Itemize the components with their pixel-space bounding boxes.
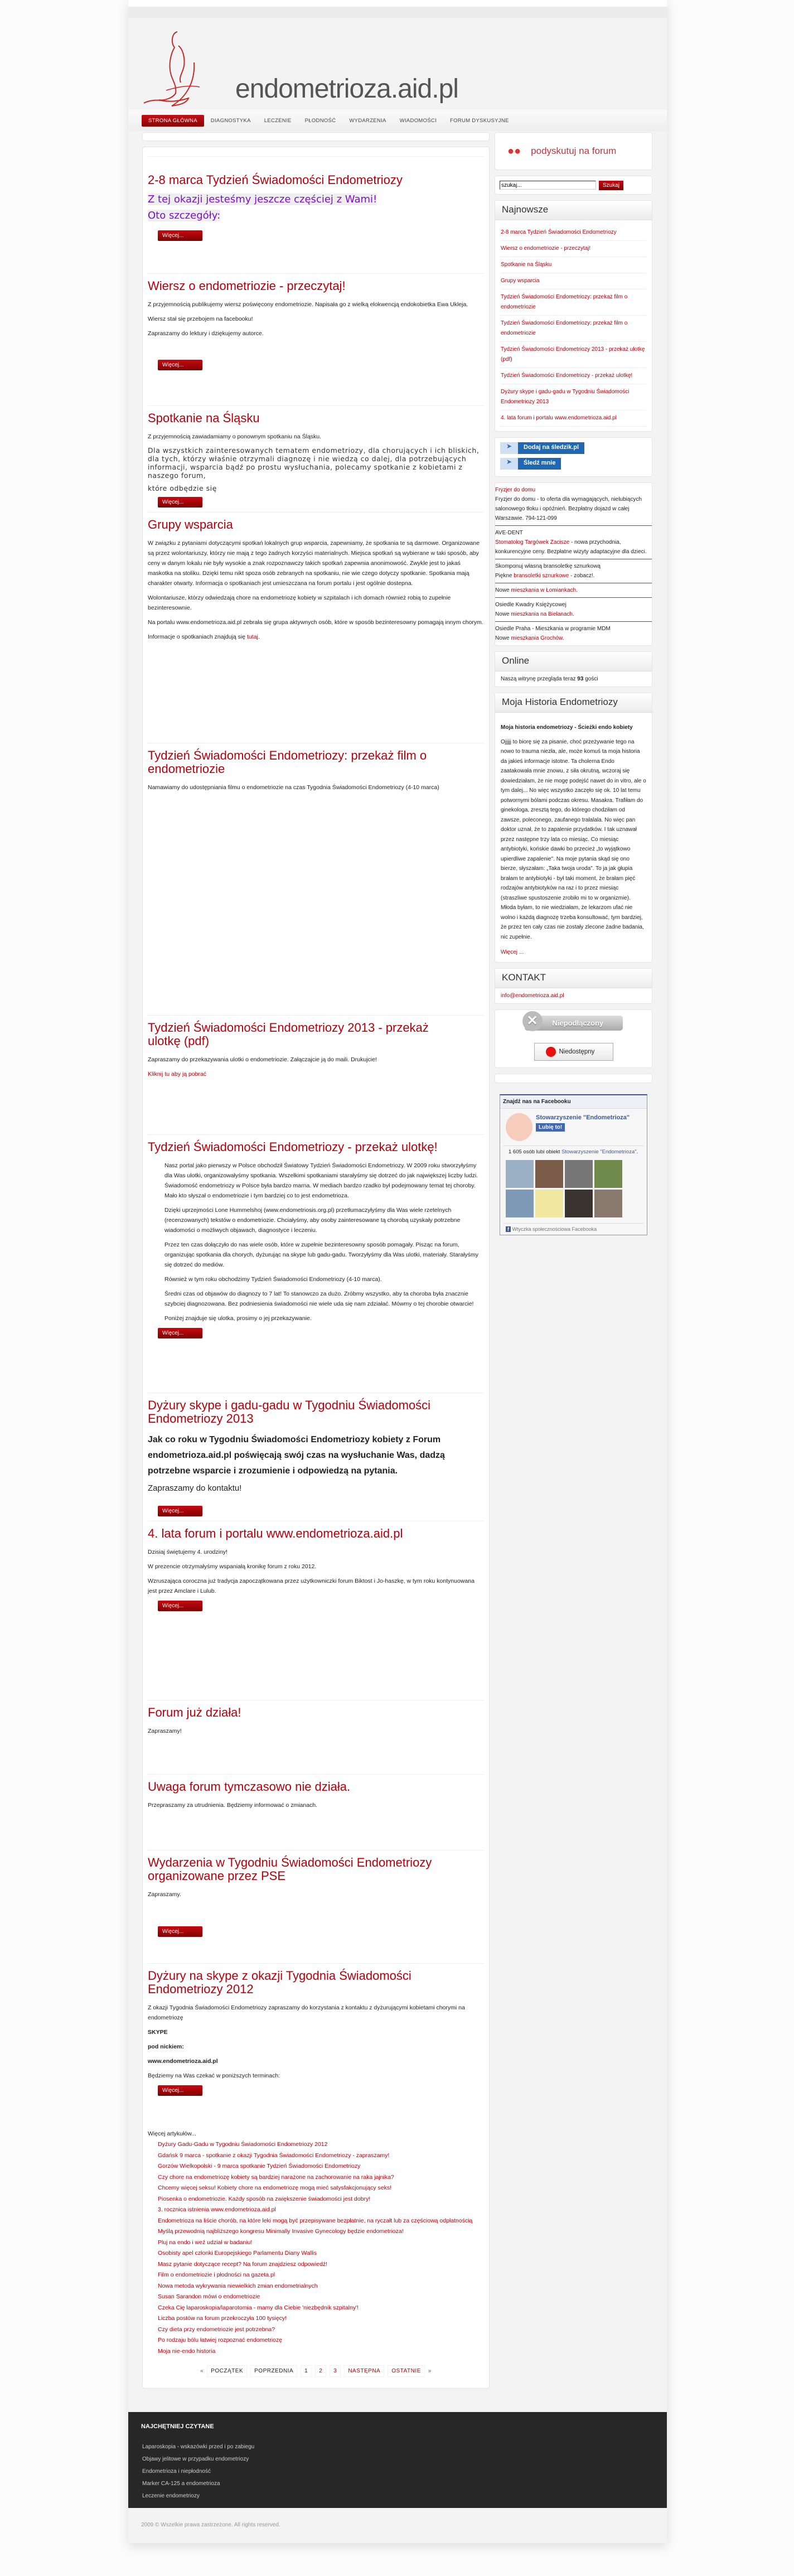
post-subtitle: Z tej okazji jesteśmy jeszcze częściej z Wami! [148,194,377,205]
post-text: W związku z pytaniami dotyczącymi spotkań lokalnych grup wsparcia, zapewniamy, że spotkania te są darmowe. Organizowane są przez wolontariuszy, którzy nie mają z tego żadnych korzyści materialnych. Miejsca spotkań są wybierane w taki sposób, aby ceny w danym lokalu nie były wysokie a znak rozpoznawczy takich spotkań zapewnia anonimowość. Zwykle jest to jakaś maskotka na stoliku. Dzięki temu nikt spoza osób zebranych na spotkaniu, nie wie czego dotyczy spotkanie. Spotkania mają charakter otwarty. Informacja o spotkaniach jest umieszczana na forum portalu i jest ogólnie dostepna. [148,540,480,587]
post-text: Zapraszamy do lektury i dziękujemy autorce. [148,330,264,337]
post-text: Również w tym roku obchodzimy Tydzień Świadomości Endometriozy (4-10 marca). [164,1276,382,1283]
more-article-item [158,2150,484,2162]
ad-line [495,571,652,581]
page-container [128,0,667,2543]
ad-link[interactable]: mieszkania Grochów [511,635,563,641]
sledzik-follow-label: Śledź mnie [518,458,561,470]
fb-count-text: 1 605 osób lubi obiekt [509,1148,562,1155]
newest-item[interactable]: Tydzień Świadomości Endometriozy: przekaż film o endometriozie [501,289,646,316]
more-button[interactable]: Więcej... [158,497,202,508]
pager-first: POCZĄTEK [207,2365,247,2377]
more-button[interactable]: Więcej... [158,230,202,241]
post-text: Poniżej znajduje się ulotka, prosimy o jej przekazywanie. [164,1315,312,1322]
post-text: Z okazji Tygodnia Świadomości Endometriozy zapraszamy do korzystania z kontaktu z dyżurującymi kobietami chorymi na endometriozę [148,2004,465,2021]
newest-item[interactable]: Spotkanie na Śląsku [501,257,646,273]
newest-item[interactable]: Wiersz o endometriozie - przeczytaj! [501,241,646,257]
ad-pre: Piękne [495,573,514,579]
facebook-plugin-label [503,1223,644,1235]
more-articles-label: Więcej artykułów... [148,2130,196,2137]
ad-pre: Nowe [495,635,511,641]
more-article-item [158,2205,484,2216]
ad-head: Skomponuj własną bransoletkę sznurkową [495,563,601,569]
nav-diagnostyka[interactable]: DIAGNOSTYKA [210,117,251,124]
post-text: Wzruszająca coroczna już tradycja zapoczątkowana przez użytkowniczki forum Biktost i Jo-haszkę, w tym roku kontynuowana jest przez Amclare i Lulub. [148,1578,475,1594]
ad-pre: Nowe [495,611,511,617]
post-text: Z przyjemnością zawiadamiamy o ponownym spotkaniu na Śląsku. [148,433,322,440]
post-title[interactable]: Dyżury skype i gadu-gadu w Tygodniu Świadomości Endometriozy 2013 [148,1398,431,1425]
popular-item[interactable]: Leczenie endometriozy [142,2493,200,2499]
ad-line [495,538,652,557]
more-article-item [158,2313,484,2324]
newest-widget [495,200,652,432]
post-text: Dla wszystkich zainteresowanych tematem endometriozy, dla chorujących i ich bliskich, dla tych, którzy właśnie otrzymali diagnozę i nie wiedzą co dalej, dla potrzebujących informacji, wsparcia bądź po prostu wysłuchania, polecamy spotkanie z kobietami z naszego forum, [148,446,480,480]
ad-link[interactable]: bransoletki sznurkowe [514,573,569,579]
post-title[interactable]: Tydzień Świadomości Endometriozy 2013 - przekaż ulotkę (pdf) [148,1021,429,1048]
more-article-link[interactable]: Pluj na endo i weź udział w badaniu! [158,2239,253,2246]
post-title[interactable]: 2-8 marca Tydzień Świadomości Endometriozy [148,173,403,187]
fish-icon: ➤ [500,442,518,454]
more-article-item [158,2270,484,2281]
history-heading: Moja historia endometriozy - Ścieżki endo kobiety [501,724,633,731]
sledzik-follow-button[interactable] [500,458,561,470]
post-title[interactable]: Uwaga forum tymczasowo nie działa. [148,1780,351,1794]
ad-head: AVE-DENT [495,530,523,536]
post-title[interactable]: Dyżury na skype z okazji Tygodnia Świadomości Endometriozy 2012 [148,1969,411,1996]
widget-title: KONTAKT [495,969,652,988]
post-text: Dzięki uprzejmości Lone Hummelshoj (www.endometriosis.org.pl) przetłumaczyłyśmy dla Was wiele rzetelnych (recenzowanych) tekstów o endometriozie. Chciałyśmy, aby osoby zainteresowane tą chorobą uzyskały potrzebne wiadomości o możliwych objawach, diagnostyce i leczeniu. [164,1207,461,1234]
post-text: Na portalu www.endometrioza.aid.pl zebrała się grupa aktywnych osób, które w sposób bezinteresowny pomagają innym chorym. [148,619,483,626]
post-text: Będziemy na Was czekać w poniższych terminach: [148,2072,280,2079]
ad-line [495,634,652,643]
post-text: Przez ten czas dołączyło do nas wiele osób, które w zupełnie bezinteresowny sposób pomagały. Pisząc na forum, organizując spotkania dla chorych, dyżurując na skype lub gadu-gadu. Tworzyłyśmy dla Was ulotki, materiały. Starałyśmy się dotrzeć do mediów. [164,1241,478,1268]
ad-text: . [562,635,564,641]
dot: . [258,634,260,640]
post-text: Średni czas od objawów do diagnozy to 7 lat! To stanowczo za dużo. Zróbmy wszystko, aby ta choroba była znacznie szybciej diagnozowana. Bez podniesienia świadomości nie wiele uda się nam zdziałać. Mówmy o tej chorobie otwarcie! [164,1291,474,1307]
more-button[interactable]: Więcej... [158,1926,202,1937]
forum-banner[interactable] [495,132,652,170]
post [148,1700,484,1774]
more-article-link[interactable]: Czeka Cię laparoskopia/laparotomia - mamy dla Ciebie 'niezbędnik szpitalny'! [158,2304,359,2311]
pager-page-1: 1 [301,2365,312,2377]
widget-title: Online [495,652,652,671]
post-title[interactable]: Tydzień Świadomości Endometriozy - przekaż ulotkę! [148,1140,438,1154]
nav-wydarzenia[interactable]: WYDARZENIA [349,117,386,124]
post-text: Wolontariusze, którzy odwiedzają chore na endometriozę kobiety w szpitalach i ich domach również robią to zupełnie bezinteresownie. [148,595,451,611]
ad-item [495,583,652,598]
sledzik-add-button[interactable] [500,442,584,454]
more-button[interactable]: Więcej... [158,2085,202,2096]
more-article-link[interactable]: Po rodzaju bólu łatwiej rozpoznać endometriozę [158,2337,282,2343]
popular-item[interactable]: Marker CA-125 a endometrioza [142,2481,220,2487]
fan-avatar[interactable] [565,1160,593,1188]
more-button[interactable]: Więcej... [158,1328,202,1338]
newest-item[interactable]: Tydzień Świadomości Endometriozy - przekaż ulotkę! [501,368,646,384]
post-text-bold: pod nickiem: [148,2043,184,2050]
skype-status-label: Niepodłączony [552,1018,604,1027]
post [148,1521,484,1700]
facebook-icon: f [506,1226,511,1232]
pager-page-2-link[interactable]: 2 [319,2368,323,2374]
fb-page-link[interactable]: Stowarzyszenie "Endometrioza" [561,1148,637,1155]
search-input[interactable] [500,181,596,190]
more-articles-list [148,2139,484,2357]
post-title[interactable]: Grupy wsparcia [148,518,233,531]
more-article-link[interactable]: Liczba postów na forum przekroczyła 100 tysięcy! [158,2315,287,2322]
post-text-bold: www.endometrioza.aid.pl [148,2058,218,2065]
more-article-link[interactable]: Moja nie-endo historia [158,2347,216,2355]
history-more-link[interactable]: Więcej ... [501,949,524,955]
ad-pre: Nowe [495,587,511,593]
post [148,1963,484,2125]
footer [128,2412,667,2508]
top-empty-box [142,132,490,141]
ad-text: . [572,611,574,617]
more-article-item [158,2259,484,2270]
fan-avatar[interactable] [565,1190,593,1217]
gg-status-button[interactable] [534,1043,613,1061]
fan-avatar[interactable] [506,1190,534,1217]
more-article-item [158,2281,484,2292]
sub-bar [128,7,667,18]
more-article-link[interactable]: Chcemy więcej seksu! Kobiety chore na endometriozę mogą mieć satysfakcjonujący seks! [158,2184,392,2191]
more-article-item [158,2237,484,2249]
more-button[interactable]: Więcej... [158,1601,202,1611]
pagination [148,2365,484,2377]
main-column [142,132,490,2389]
ad-item [495,598,652,622]
pager-last[interactable] [388,2365,425,2377]
sidebar [495,132,652,1235]
post-title[interactable]: Wiersz o endometriozie - przeczytaj! [148,279,346,293]
newest-item[interactable]: 4. lata forum i portalu www.endometrioza.aid.pl [501,410,646,427]
post [148,1134,484,1393]
plugin-text: Wtyczka społecznościowa Facebooka [512,1226,597,1232]
fb-dot: . [636,1148,638,1155]
online-count: 93 [577,676,584,682]
post-text: Nasz portal jako pierwszy w Polsce obchodził Światowy Tydzień Świadomości Endometriozy. W 2009 roku stworzyłyśmy dla Was ulotki, organizowałyśmy spotkania. Wszelkimi spotkaniami starałyśmy się dotrzeć do jak największej liczby ludzi. Świadomość endometriozy w Polsce była bardzo marna. W mediach bardzo rzadko był podejmowany temat tej choroby. Mało kto słyszał o endometriozie i tym bardziej co to jest endometrioza. [164,1162,478,1199]
ad-item [495,526,652,559]
pager-rquote: » [428,2368,432,2374]
site-name: endometrioza.aid.pl [235,74,458,104]
gg-status-label: Niedostępny [559,1048,595,1055]
history-text: Ojjjjj to biorę się za pisanie, choć przeżywanie tego na nowo to trauma niezła, ale, może komuś ta moja historia da jakieś informacje istotne. Ta cholerna Endo zaatakowała mnie znowu, z siła okrutną, wczoraj się dowiedziałam, że nie mogę podejść nawet do in vitro, ale o tym dalej... No więc wszystko zaczęło się ok. 10 lat temu potwornymi bólami podczas okresu. Masakra. Trafiłam do ginekologa, zresztą tego, do którego chodziłam od zawsze, poleconego, zaufanego tralalala. No więc pan doktor uznał, że to zapalenie przydatków. I tak uznawał przez następne trzy lata co miesiąc. Co miesiąc antybiotyki, końskie dawki bo przecież „to wyjątkowo upierdliwe zapalenie". Na moje pytania skąd się ono bierze, słyszałam: „Taka twoja uroda". To ja jak głupia brałam te antybiotyki - był taki moment, że brałam pięć rodzajów antybiotyków na raz i to przez miesiąc (straszliwe spustoszenie zrobiło mi to w organizmie). Młoda byłam, to nie wiedziałam, że lekarzom ufać nie wolno i każdą diagnozę trzeba konsultować, tym bardziej, że przez ten cały czas nie zostały zlecone żadne badania, nic zupełnie. [501,738,646,940]
post-text: Wiersz stał się przebojem na facebooku! [148,316,253,322]
more-article-item [158,2248,484,2259]
more-article-link[interactable]: Susan Sarandon mówi o endometriozie [158,2293,260,2300]
ad-line [495,485,652,495]
fan-avatar[interactable] [594,1190,622,1217]
more-article-item [158,2139,484,2150]
more-button[interactable]: Więcej... [158,1506,202,1516]
post-title[interactable]: Tydzień Świadomości Endometriozy: przekaż film o endometriozie [148,748,427,776]
more-article-link[interactable]: Czy dieta przy endometriozie jest potrzebna? [158,2326,275,2333]
post [148,1393,484,1521]
post [148,405,484,512]
sun-icon [546,1047,556,1057]
site-header[interactable] [128,18,667,110]
post-text: Z przyjemnością publikujemy wiersz poświęcony endometriozie. Napisała go z wielką elokwencją endokobietka Ewa Ukleja. [148,301,468,308]
nav-plodnosc[interactable]: PŁODNOŚĆ [304,117,336,124]
download-link[interactable]: Kliknij tu aby ją pobrać [148,1071,207,1077]
nav-wiadomosci[interactable]: WIADOMOŚCI [399,117,437,124]
pager-page-3[interactable] [330,2365,341,2377]
more-article-link[interactable]: Osobisty apel członki Europejskiego Parlamentu Diany Wallis [158,2250,317,2256]
sledzik-widget [495,437,652,477]
more-articles [148,2125,484,2357]
copyright: 2009 © Wszelkie prawa zastrzeżone. All rights reserved. [141,2522,280,2528]
more-article-link[interactable]: Nowa metoda wykrywania niewielkich zmian endometrialnych [158,2282,318,2289]
ad-link[interactable]: Stomatolog Targówek Zacisze [495,539,570,545]
post-text: Przepraszamy za utrudnienia. Będziemy informować o zmianach. [148,1802,318,1809]
pager-page-2[interactable] [315,2365,326,2377]
more-article-item [158,2303,484,2314]
post-text-bold: Jak co roku w Tygodniu Świadomości Endometriozy kobiety z Forum endometrioza.aid.pl poświęcają swój czas na wysłuchanie Was, dadzą potrzebne wsparcie i zrozumienie i odpowiedzą na pytania. [148,1435,445,1476]
post-text-bold: SKYPE [148,2029,168,2036]
here-link[interactable]: tutaj [247,634,258,640]
sledzik-add-label: Dodaj na śledzik.pl [518,442,584,454]
pager-last-link[interactable]: OSTATNIE [391,2368,421,2374]
forum-banner-text[interactable]: podyskutuj na forum [531,146,617,156]
facebook-widget [500,1094,647,1235]
search-button[interactable]: Szukaj [599,181,623,190]
more-article-item [158,2226,484,2237]
nav-home[interactable]: STRONA GŁÓWNA [142,115,204,127]
post [148,156,484,273]
newest-list [495,220,652,431]
post-title[interactable]: Wydarzenia w Tygodniu Świadomości Endometriozy organizowane przez PSE [148,1855,432,1883]
ad-text: Fryzjer do domu - to oferta dla wymagających, nielubiących salonowego tłoku i opóźnień. Bezpłatny dojazd w całej Warszawie. 794-121-099 [495,496,642,521]
post-text: Namawiamy do udostępniania filmu o endometriozie na czas Tygodnia Świadomości Endometriozy (4-10 marca) [148,784,439,791]
more-article-link[interactable]: Dyżury Gadu-Gadu w Tygodniu Świadomości Endometriozy 2012 [158,2141,328,2148]
contact-email[interactable]: info@endometrioza.aid.pl [501,992,564,999]
info-text: Informacje o spotkaniach znajdują się [148,634,248,640]
ad-link[interactable]: mieszkania w Łomiankach [511,587,577,593]
online-widget [495,651,652,687]
nav-leczenie[interactable]: LECZENIE [264,117,292,124]
logo-woman-icon [144,29,239,110]
facebook-page-name[interactable]: Stowarzyszenie "Endometrioza" [536,1114,630,1121]
newest-item[interactable]: 2-8 marca Tydzień Świadomości Endometriozy [501,225,646,241]
facebook-like-count [503,1146,644,1158]
online-text [495,671,652,687]
posts-list [142,147,490,2389]
users-icon: ●● [507,144,521,157]
facebook-like-button[interactable]: Lubię to! [536,1123,565,1132]
ad-text: . [576,587,578,593]
online-pre: Naszą witrynę przegląda teraz [501,676,578,682]
post [148,743,484,1015]
post-text [148,632,484,642]
contact-widget [495,968,652,1004]
ads-widget [495,482,652,646]
post [148,1774,484,1850]
more-article-item [158,2183,484,2194]
fan-avatar[interactable] [535,1190,563,1217]
more-article-link[interactable]: Endometrioza na liście chorób, na które leki mogą być przepisywane bezpłatnie, na ryczałt lub za częściową odpłatnością [158,2217,473,2224]
post-text: W prezencie otrzymałyśmy wspaniałą kronikę forum z roku 2012. [148,1563,317,1570]
newest-item[interactable]: Dyżury skype i gadu-gadu w Tygodniu Świadomości Endometriozy 2013 [501,384,646,410]
facebook-header: Znajdź nas na Facebooku [500,1095,647,1109]
footer-title: NAJCHĘTNIEJ CZYTANE [141,2423,214,2430]
empty-widget [495,1074,652,1083]
more-article-item [158,2172,484,2183]
post-text: Dzisiaj świętujemy 4. urodziny! [148,1549,227,1555]
widget-title: Najnowsze [495,201,652,220]
ad-item [495,622,652,645]
fish-icon: ➤ [500,458,518,470]
ad-text: - zobacz!. [569,573,595,579]
post-title[interactable]: Forum już działa! [148,1705,241,1719]
more-article-item [158,2324,484,2336]
pager-next-link[interactable]: NASTĘPNA [348,2368,381,2374]
post-text: Zapraszamy do przekazywania ulotki o endometriozie. Załączajcie ją do maili. Drukujcie! [148,1056,377,1063]
ad-link[interactable]: Fryzjer do domu [495,487,536,493]
ad-head: Osiedle Kwadry Księżycowej [495,602,567,608]
widget-title: Moja Historia Endometriozy [495,693,652,713]
newest-item[interactable]: Tydzień Świadomości Endometriozy 2013 - przekaż ulotkę (pdf) [501,342,646,368]
post-text: Zapraszamy! [148,1728,182,1734]
post-subtitle: Oto szczegóły: [148,210,221,221]
more-article-item [158,2346,484,2357]
ad-line [495,586,652,595]
post [148,273,484,405]
post [148,1015,484,1134]
fan-avatar[interactable] [535,1160,563,1188]
ad-head: Osiedle Praha - Mieszkania w programie MDM [495,626,611,632]
pager-prev: POPRZEDNIA [250,2365,297,2377]
popular-list [141,2441,654,2502]
skype-status-widget [495,1009,652,1068]
pager-next[interactable] [344,2365,384,2377]
popular-item[interactable]: Objawy jelitowe w przypadku endometriozy [142,2456,249,2462]
more-article-item [158,2335,484,2346]
post-text: Zapraszamy. [148,1891,181,1898]
history-widget [495,693,652,963]
post [148,512,484,743]
more-article-item [158,2216,484,2227]
online-post: gości [583,676,598,682]
facebook-fans [500,1158,647,1220]
ad-item [495,483,652,526]
post-title[interactable]: Spotkanie na Śląsku [148,411,260,425]
main-nav [128,110,667,131]
newest-item[interactable]: Grupy wsparcia [501,273,646,289]
popular-item[interactable]: Laparoskopia - wskazówki przed i po zabiegu [142,2444,255,2450]
ad-link[interactable]: mieszkania na Bielanach [511,611,573,617]
nav-forum[interactable]: FORUM DYSKUSYJNE [450,117,509,124]
more-article-item [158,2292,484,2303]
pager-lquote: « [200,2368,204,2374]
facebook-page-avatar[interactable] [506,1113,532,1141]
more-article-link[interactable]: Piosenka o endometriozie. Każdy sposób na zwiększenie świadomości jest dobry! [158,2195,371,2202]
ad-text: - nowa przychodnia, konkurencyjne ceny. Bezpłatne wizyty adaptacyjne dla dzieci. [495,539,647,555]
close-icon: ✕ [522,1011,543,1031]
more-button[interactable]: Więcej... [158,360,202,370]
more-article-link[interactable]: Masz pytanie dotyczące recept? Na forum znajdziesz odpowiedź! [158,2260,328,2268]
post-text: Zapraszamy do kontaktu! [148,1483,242,1493]
top-bar [128,0,667,7]
more-article-link[interactable]: Gdańsk 9 marca - spotkanie z okazji Tygodnia Świadomości Endometriozy - zapraszamy! [158,2152,390,2159]
more-article-link[interactable]: 3. rocznica istnienia www.endometrioza.aid.pl [158,2206,276,2213]
skype-status-button[interactable] [525,1013,623,1031]
ad-item [495,559,652,583]
more-article-link[interactable]: Myślą przewodnią najbliższego kongresu Minimally Invasive Gynecology będzie endometrioza! [158,2228,404,2235]
more-article-item [158,2161,484,2172]
post-title[interactable]: 4. lata forum i portalu www.endometrioza.aid.pl [148,1526,403,1540]
search-box [495,176,652,195]
ad-line [495,610,652,619]
newest-item[interactable]: Tydzień Świadomości Endometriozy: przekaż film o endometriozie [501,316,646,342]
fan-avatar[interactable] [594,1160,622,1188]
more-article-link[interactable]: Gorzów Wielkopolski - 9 marca spotkanie Tydzień Świadomości Endometriozy [158,2163,361,2169]
fan-avatar[interactable] [506,1160,534,1188]
popular-item[interactable]: Endometrioza i niepłodność [142,2468,211,2474]
post [148,1850,484,1963]
more-article-item [158,2194,484,2205]
more-article-link[interactable]: Czy chore na endometriozę kobiety są bardziej narażone na zachorowanie na raka jajnika? [158,2173,394,2181]
pager-page-3-link[interactable]: 3 [333,2368,337,2374]
more-article-link[interactable]: Film o endometriozie i płodności na gazeta.pl [158,2271,275,2278]
post-text: które odbędzie się [148,484,217,492]
